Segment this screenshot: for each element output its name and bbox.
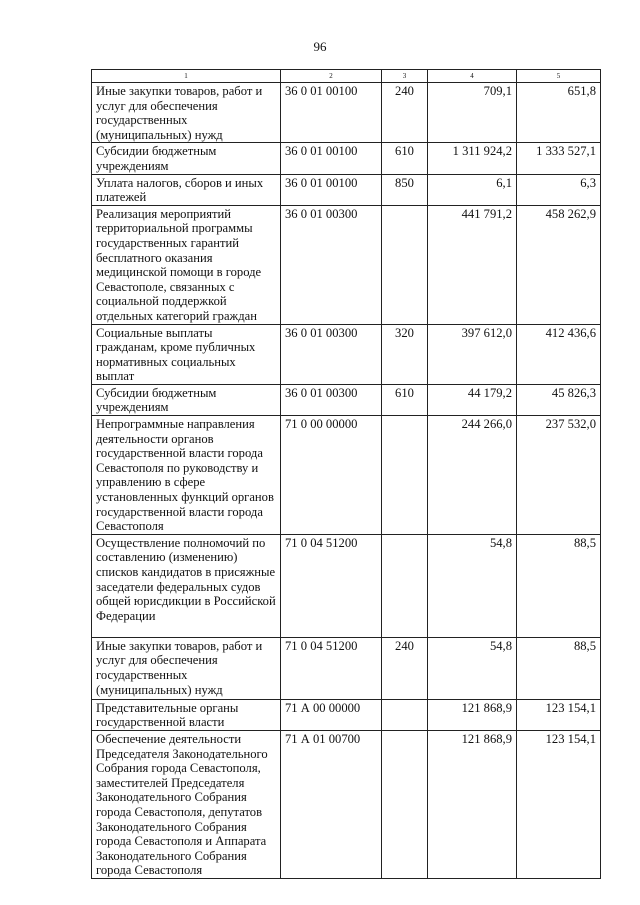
page-number: 96	[313, 39, 327, 54]
row-code: 36 0 01 00300	[281, 324, 382, 384]
row-value-2: 45 826,3	[517, 384, 601, 415]
row-type	[382, 699, 428, 730]
row-value-2: 123 154,1	[517, 699, 601, 730]
table-body	[92, 83, 601, 879]
row-value-1: 54,8	[428, 637, 517, 699]
row-type	[382, 416, 428, 535]
row-value-1: 709,1	[428, 83, 517, 143]
row-type: 610	[382, 384, 428, 415]
budget-table	[91, 69, 601, 879]
table-row	[92, 731, 601, 879]
row-code: 71 А 00 00000	[281, 699, 382, 730]
row-code: 36 0 01 00300	[281, 205, 382, 324]
row-name: Социальные выплаты гражданам, кроме публичных нормативных социальных выплат	[92, 324, 281, 384]
row-code: 71 0 00 00000	[281, 416, 382, 535]
row-name: Представительные органы государственной власти	[92, 699, 281, 730]
row-value-1: 397 612,0	[428, 324, 517, 384]
row-name: Субсидии бюджетным учреждениям	[92, 143, 281, 174]
row-name: Уплата налогов, сборов и иных платежей	[92, 174, 281, 205]
table-row	[92, 143, 601, 174]
row-value-2: 458 262,9	[517, 205, 601, 324]
header-row	[92, 70, 601, 83]
row-value-2: 237 532,0	[517, 416, 601, 535]
header-col-1: 1	[92, 70, 281, 83]
table-row	[92, 534, 601, 637]
row-value-1: 441 791,2	[428, 205, 517, 324]
row-name: Осуществление полномочий по составлению (изменению) списков кандидатов в присяжные заседатели федеральных судов общей юрисдикции в Российской Федерации	[92, 534, 281, 637]
header-col-5: 5	[517, 70, 601, 83]
row-type: 610	[382, 143, 428, 174]
row-code: 71 0 04 51200	[281, 534, 382, 637]
row-code: 36 0 01 00100	[281, 143, 382, 174]
header-col-4: 4	[428, 70, 517, 83]
row-value-1: 121 868,9	[428, 731, 517, 879]
table-row	[92, 205, 601, 324]
row-type: 850	[382, 174, 428, 205]
row-name: Иные закупки товаров, работ и услуг для обеспечения государственных (муниципальных) нужд	[92, 83, 281, 143]
row-code: 71 А 01 00700	[281, 731, 382, 879]
table-row	[92, 83, 601, 143]
row-value-2: 6,3	[517, 174, 601, 205]
header-col-2: 2	[281, 70, 382, 83]
header-col-3: 3	[382, 70, 428, 83]
row-value-2: 651,8	[517, 83, 601, 143]
row-code: 71 0 04 51200	[281, 637, 382, 699]
row-name: Субсидии бюджетным учреждениям	[92, 384, 281, 415]
row-value-2: 123 154,1	[517, 731, 601, 879]
row-name: Иные закупки товаров, работ и услуг для обеспечения государственных (муниципальных) нужд	[92, 637, 281, 699]
row-type	[382, 534, 428, 637]
table-row	[92, 416, 601, 535]
row-code: 36 0 01 00300	[281, 384, 382, 415]
table-row	[92, 384, 601, 415]
table-row	[92, 699, 601, 730]
row-type	[382, 731, 428, 879]
row-value-1: 6,1	[428, 174, 517, 205]
row-code: 36 0 01 00100	[281, 83, 382, 143]
row-type	[382, 205, 428, 324]
row-value-2: 88,5	[517, 534, 601, 637]
table-header	[92, 70, 601, 83]
row-value-1: 244 266,0	[428, 416, 517, 535]
row-name: Непрограммные направления деятельности органов государственной власти города Севастополя по руководству и управлению в сфере установленных функций органов государственной власти города Севастополя	[92, 416, 281, 535]
table-row	[92, 174, 601, 205]
table-row	[92, 324, 601, 384]
row-type: 240	[382, 83, 428, 143]
row-name: Реализация мероприятий территориальной программы государственных гарантий бесплатного оказания медицинской помощи в городе Севастополе, связанных с социальной поддержкой отдельных категорий граждан	[92, 205, 281, 324]
row-type: 320	[382, 324, 428, 384]
row-name: Обеспечение деятельности Председателя Законодательного Собрания города Севастополя, заместителей Председателя Законодательного Собрания города Севастополя, депутатов Законодательного Собрания города Севастополя и Аппарата Законодательного Собрания города Севастополя	[92, 731, 281, 879]
row-value-1: 54,8	[428, 534, 517, 637]
row-value-1: 121 868,9	[428, 699, 517, 730]
row-value-2: 1 333 527,1	[517, 143, 601, 174]
row-value-2: 412 436,6	[517, 324, 601, 384]
row-type: 240	[382, 637, 428, 699]
row-value-2: 88,5	[517, 637, 601, 699]
row-value-1: 44 179,2	[428, 384, 517, 415]
table-row	[92, 637, 601, 699]
row-code: 36 0 01 00100	[281, 174, 382, 205]
row-value-1: 1 311 924,2	[428, 143, 517, 174]
